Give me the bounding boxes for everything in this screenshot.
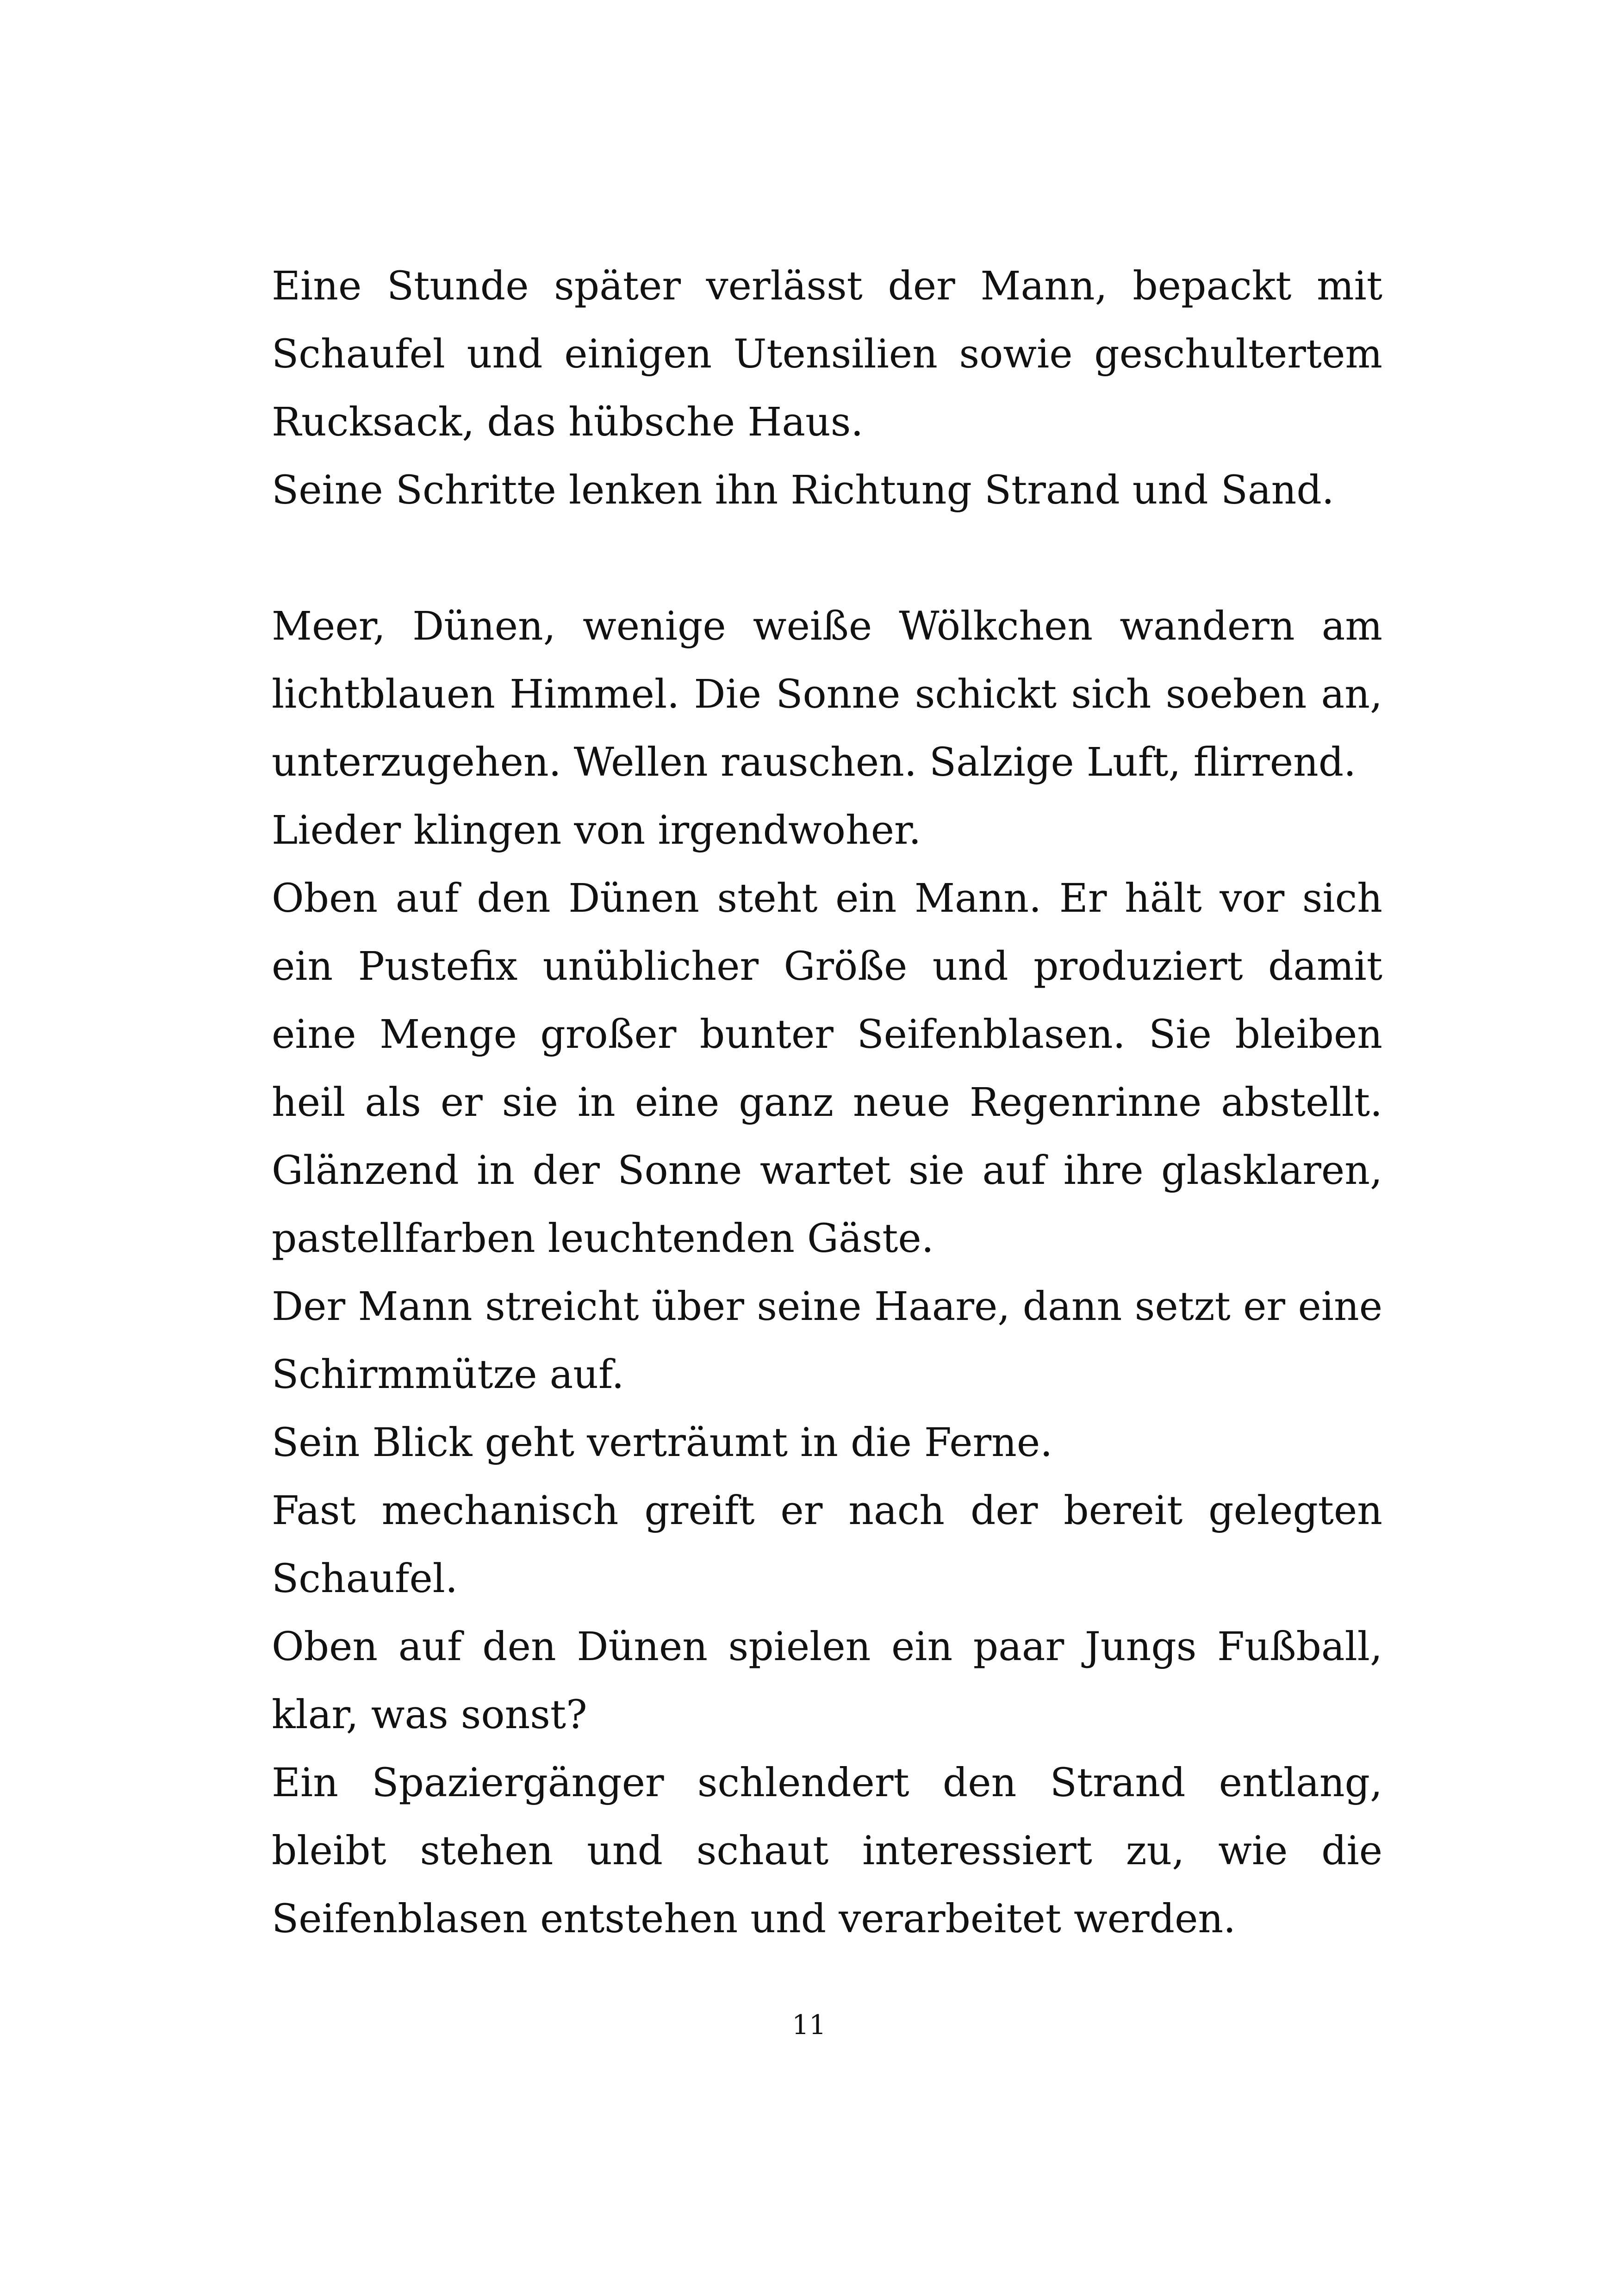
- paragraph: Lieder klingen von irgendwoher.: [272, 808, 921, 853]
- paragraph: Der Mann streicht über seine Haare, dann setzt er eine Schirmmütze auf.: [272, 1284, 1382, 1398]
- paragraph: Sein Blick geht verträumt in die Ferne.: [272, 1420, 1053, 1466]
- paragraph: Meer, Dünen, wenige weiße Wölkchen wandern am lichtblauen Himmel. Die Sonne schickt sich soeben an, unterzugehen. Wellen rauschen. Salzige Luft, flirrend.: [272, 604, 1382, 785]
- body-text: [272, 252, 1382, 1953]
- page-number: 11: [792, 2009, 826, 2041]
- paragraph-gap: [272, 524, 1382, 592]
- paragraph: Fast mechanisch greift er nach der bereit gelegten Schaufel.: [272, 1488, 1382, 1602]
- paragraph: Oben auf den Dünen steht ein Mann. Er hält vor sich ein Pustefix unüblicher Größe und produziert damit eine Menge großer bunter Seifenblasen. Sie bleiben heil als er sie in eine ganz neue Regenrinne abstellt. Glänzend in der Sonne wartet sie auf ihre glasklaren, pastellfarben leuchtenden Gäste.: [272, 876, 1382, 1262]
- paragraph: Ein Spaziergänger schlendert den Strand entlang, bleibt stehen und schaut interessiert zu, wie die Seifenblasen entstehen und verarbeitet werden.: [272, 1760, 1382, 1942]
- paragraph: Eine Stunde später verlässt der Mann, bepackt mit Schaufel und einigen Utensilien sowie geschultertem Rucksack, das hübsche Haus.: [272, 263, 1382, 445]
- paragraph: Seine Schritte lenken ihn Richtung Strand und Sand.: [272, 467, 1334, 513]
- paragraph: Oben auf den Dünen spielen ein paar Jungs Fußball, klar, was sonst?: [272, 1624, 1382, 1738]
